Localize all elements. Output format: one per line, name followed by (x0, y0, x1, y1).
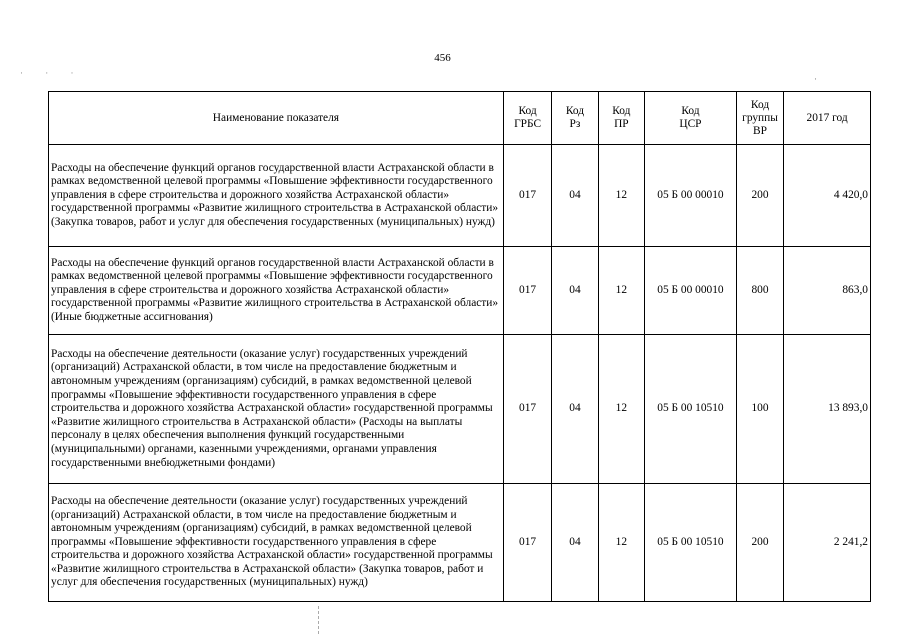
row-name: Расходы на обеспечение функций органов государственной власти Астраханской области в рамках ведомственной целевой программы «Повышение эффективности государственного управления в сфере строительства и дорожного хозяйства Астраханской области» государственной программы «Развитие жилищного строительства в Астраханской области» (Закупка товаров, работ и услуг для обеспечения государственных (муниципальных) нужд) (49, 145, 504, 247)
row-vr: 100 (736, 335, 783, 484)
row-vr: 800 (736, 247, 783, 335)
row-pr: 12 (598, 335, 644, 484)
row-csr: 05 Б 00 00010 (645, 145, 737, 247)
scan-artifact-dots: · · · (20, 68, 84, 78)
row-amount: 13 893,0 (784, 335, 871, 484)
row-name: Расходы на обеспечение деятельности (оказание услуг) государственных учреждений (организаций) Астраханской области, в том числе на предоставление бюджетным и автономным учреждениям (организациям) субсидий, в рамках ведомственной целевой программы «Повышение эффективности государственного управления в сфере строительства и дорожного хозяйства Астраханской области» государственной программы «Развитие жилищного строительства в Астраханской области» (Расходы на выплаты персоналу в целях обеспечения выполнения функций государственными (муниципальными) органами, казенными учреждениями, органами управления государственными внебюджетными фондами) (49, 335, 504, 484)
row-grbs: 017 (503, 335, 551, 484)
table-header-row (49, 92, 871, 145)
row-name: Расходы на обеспечение деятельности (оказание услуг) государственных учреждений (организаций) Астраханской области, в том числе на предоставление бюджетным и автономным учреждениям (организациям) субсидий, в рамках ведомственной целевой программы «Повышение эффективности государственного управления в сфере строительства и дорожного хозяйства Астраханской области» государственной программы «Развитие жилищного строительства в Астраханской области» (Закупка товаров, работ и услуг для обеспечения государственных (муниципальных) нужд) (49, 484, 504, 602)
row-rz: 04 (552, 484, 598, 602)
header-vr: Код группы ВР (736, 92, 783, 145)
table-row (49, 145, 871, 247)
header-year: 2017 год (784, 92, 871, 145)
header-name: Наименование показателя (49, 92, 504, 145)
header-csr: Код ЦСР (645, 92, 737, 145)
header-pr: Код ПР (598, 92, 644, 145)
row-grbs: 017 (503, 247, 551, 335)
header-rz: Код Рз (552, 92, 598, 145)
table-row (49, 484, 871, 602)
row-vr: 200 (736, 484, 783, 602)
table-row (49, 247, 871, 335)
row-grbs: 017 (503, 145, 551, 247)
row-csr: 05 Б 00 10510 (645, 335, 737, 484)
table-row (49, 335, 871, 484)
row-amount: 863,0 (784, 247, 871, 335)
row-rz: 04 (552, 335, 598, 484)
row-vr: 200 (736, 145, 783, 247)
row-amount: 2 241,2 (784, 484, 871, 602)
row-csr: 05 Б 00 10510 (645, 484, 737, 602)
row-amount: 4 420,0 (784, 145, 871, 247)
row-pr: 12 (598, 145, 644, 247)
row-grbs: 017 (503, 484, 551, 602)
row-pr: 12 (598, 247, 644, 335)
row-rz: 04 (552, 145, 598, 247)
header-grbs: Код ГРБС (503, 92, 551, 145)
budget-table (48, 91, 871, 602)
row-csr: 05 Б 00 00010 (645, 247, 737, 335)
scan-artifact-dot: · (814, 74, 817, 84)
scan-artifact-line (318, 606, 320, 634)
row-rz: 04 (552, 247, 598, 335)
row-name: Расходы на обеспечение функций органов государственной власти Астраханской области в рамках ведомственной целевой программы «Повышение эффективности государственного управления в сфере строительства и дорожного хозяйства Астраханской области» государственной программы «Развитие жилищного строительства в Астраханской области» (Иные бюджетные ассигнования) (49, 247, 504, 335)
page-number: 456 (434, 52, 451, 64)
row-pr: 12 (598, 484, 644, 602)
